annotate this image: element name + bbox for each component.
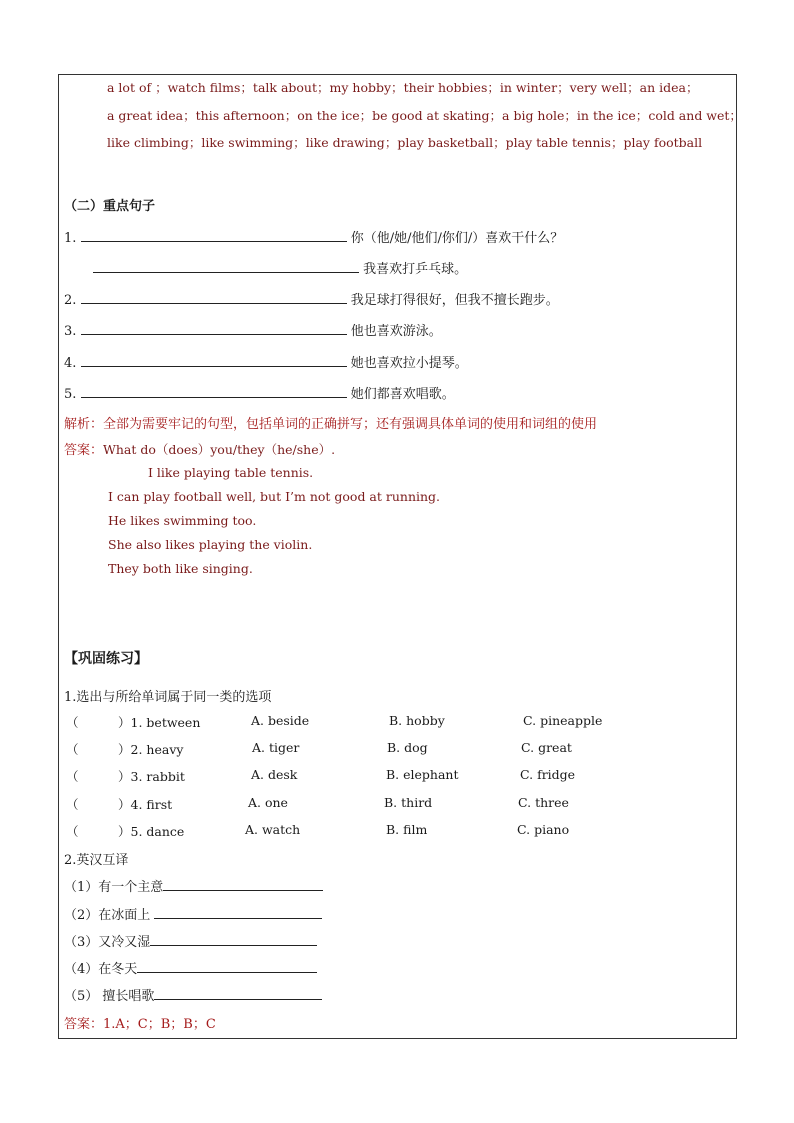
paren-open: （	[66, 715, 79, 730]
q1-row	[66, 713, 79, 731]
q1-word	[118, 740, 183, 758]
option-a[interactable]: A. tiger	[252, 740, 300, 755]
paren-open: （	[66, 742, 79, 757]
sentence-2	[64, 289, 559, 308]
phrase: a great idea	[107, 108, 184, 123]
phrase: very well	[569, 80, 628, 95]
phrase: play basketball	[397, 135, 494, 150]
q2-item-text: （3）又冷又湿	[64, 935, 151, 950]
sentence-cn: 你（他/她/他们/你们/）喜欢干什么？	[350, 231, 564, 246]
phrase: in winter	[499, 80, 558, 95]
phrase: a big hole	[502, 108, 565, 123]
option-c[interactable]: C. fridge	[520, 767, 576, 782]
sentence-1b	[93, 258, 467, 277]
phrase: an idea	[639, 80, 686, 95]
phrase: talk about	[252, 80, 317, 95]
word: 2. heavy	[130, 742, 184, 757]
phrase: like drawing	[305, 135, 385, 150]
phrase: cold and wet	[648, 108, 730, 123]
q2-item-5	[64, 985, 322, 1004]
option-b[interactable]: B. third	[384, 795, 433, 810]
option-c[interactable]: C. three	[518, 795, 569, 810]
word: 1. between	[130, 715, 201, 730]
q1-word	[118, 795, 172, 813]
answer-blank[interactable]	[81, 352, 347, 367]
phrase: in the ice	[576, 108, 636, 123]
option-a[interactable]: A. desk	[251, 767, 298, 782]
answer-blank[interactable]	[137, 958, 317, 973]
answer-blank[interactable]	[93, 258, 359, 273]
answer-line-6: They both like singing.	[108, 561, 253, 576]
phrase: a lot of	[107, 80, 152, 95]
phrase: this afternoon	[195, 108, 285, 123]
paren-close: ）	[118, 769, 131, 784]
answer-label: 答案：	[64, 443, 104, 458]
option-a[interactable]: A. one	[248, 795, 288, 810]
q2-item-4	[64, 958, 317, 977]
answer-blank[interactable]	[81, 320, 347, 335]
sentence-cn: 她也喜欢拉小提琴。	[350, 356, 468, 371]
paren-close: ）	[118, 715, 131, 730]
answer-line-5: She also likes playing the violin.	[108, 537, 313, 552]
q2-item-1	[64, 876, 323, 895]
option-b[interactable]: B. dog	[387, 740, 428, 755]
answer-line-3: I can play football well, but I’m not good at running.	[108, 489, 441, 504]
paren-open: （	[66, 797, 79, 812]
option-a[interactable]: A. beside	[251, 713, 310, 728]
practice-answer: 答案：1.A；C；B；B；C	[64, 1017, 216, 1032]
answer-text: What do（does）you/they（he/she）.	[103, 442, 336, 457]
q2-item-text: （2）在冰面上	[64, 908, 151, 923]
q1-row	[66, 767, 79, 785]
phrase: play football	[623, 135, 703, 150]
sentence-5	[64, 383, 455, 402]
q2-item-text: （1）有一个主意	[64, 880, 164, 895]
sentence-cn: 他也喜欢游泳。	[350, 324, 442, 339]
q2-item-3	[64, 931, 317, 950]
word: 3. rabbit	[130, 769, 185, 784]
answer-blank[interactable]	[154, 904, 322, 919]
option-b[interactable]: B. hobby	[389, 713, 445, 728]
q2-item-text: （5） 擅长唱歌	[64, 989, 155, 1004]
phrase: like climbing	[107, 135, 189, 150]
practice-title: 【巩固练习】	[64, 651, 148, 667]
phrase-row-1: a lot of ；watch films；talk about；my hobby；their hobbies；in winter；very well；an idea；	[107, 80, 699, 95]
phrase: play table tennis	[505, 135, 611, 150]
sentence-1	[64, 227, 563, 246]
q1-word	[118, 767, 185, 785]
option-b[interactable]: B. film	[386, 822, 428, 837]
phrase: their hobbies	[403, 80, 488, 95]
answer-line-1	[64, 439, 335, 458]
sentence-4	[64, 352, 468, 371]
q1-row	[66, 795, 79, 813]
paren-open: （	[66, 824, 79, 839]
answer-blank[interactable]	[154, 985, 322, 1000]
option-c[interactable]: C. piano	[517, 822, 570, 837]
answer-blank[interactable]	[81, 383, 347, 398]
answer-blank[interactable]	[163, 876, 323, 891]
phrase: my hobby	[329, 80, 392, 95]
word: 4. first	[130, 797, 173, 812]
item-number: 3.	[64, 324, 77, 339]
q1-word	[118, 713, 200, 731]
paren-open: （	[66, 769, 79, 784]
phrase-row-3: like climbing；like swimming；like drawing；play basketball；play table tennis；play football	[107, 135, 703, 150]
answer-blank[interactable]	[81, 289, 347, 304]
phrase: like swimming	[201, 135, 294, 150]
q1-row	[66, 822, 79, 840]
q2-title: 2.英汉互译	[64, 853, 129, 868]
q1-word	[118, 822, 184, 840]
option-b[interactable]: B. elephant	[386, 767, 459, 782]
option-c[interactable]: C. pineapple	[523, 713, 603, 728]
answer-line-2: I like playing table tennis.	[148, 465, 314, 480]
phrase-row-2: a great idea；this afternoon；on the ice；be good at skating；a big hole；in the ice；cold and wet；	[107, 108, 742, 123]
answer-line-4: He likes swimming too.	[108, 513, 257, 528]
paren-close: ）	[118, 797, 131, 812]
sentence-cn: 她们都喜欢唱歌。	[350, 387, 455, 402]
q2-item-text: （4）在冬天	[64, 962, 138, 977]
phrase: watch films	[167, 80, 241, 95]
q1-row	[66, 740, 79, 758]
sentence-3	[64, 320, 442, 339]
sentence-cn: 我喜欢打乒乓球。	[363, 262, 468, 277]
phrase: on the ice	[297, 108, 360, 123]
phrase: be good at skating	[372, 108, 490, 123]
paren-close: ）	[118, 824, 131, 839]
q1-title: 1.选出与所给单词属于同一类的选项	[64, 690, 272, 705]
item-number: 1.	[64, 231, 77, 246]
item-number: 5.	[64, 387, 77, 402]
section-title-key-sentences: （二）重点句子	[64, 199, 156, 214]
sentence-cn: 我足球打得很好，但我不擅长跑步。	[350, 293, 559, 308]
item-number: 2.	[64, 293, 77, 308]
analysis-text: 解析：全部为需要牢记的句型，包括单词的正确拼写；还有强调具体单词的使用和词组的使用	[64, 417, 598, 432]
item-number: 4.	[64, 356, 77, 371]
paren-close: ）	[118, 742, 131, 757]
word: 5. dance	[130, 824, 185, 839]
option-a[interactable]: A. watch	[245, 822, 301, 837]
answer-blank[interactable]	[150, 931, 317, 946]
q2-item-2	[64, 904, 322, 923]
answer-blank[interactable]	[81, 227, 347, 242]
option-c[interactable]: C. great	[521, 740, 572, 755]
